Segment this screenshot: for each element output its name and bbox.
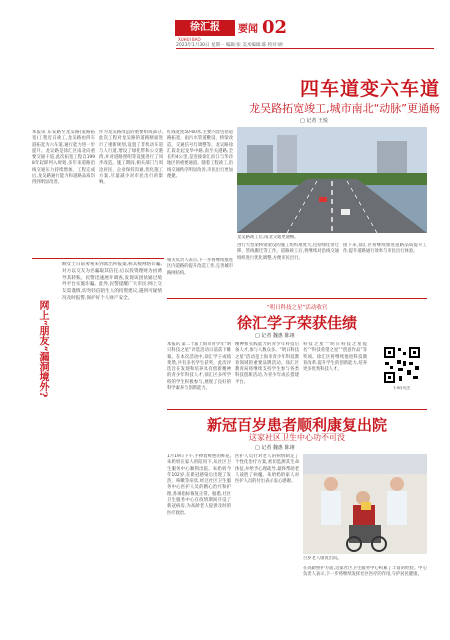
story2-column-1: 本报讯 第二十届上海市青少年“明日科技之星”评选活动日前落下帷幕。在本次活动中,徐汇学子成绩斐然,共有多名学生获奖。此次评选旨在发现和培养具有创新精神的青少年科技人才,徐汇区多所学校的学生积极参与,展现了良好的科学素养与创新能力。	[167, 342, 231, 392]
story3-column-1: 1月19日下午,手捧着鲜艳的鲜花,朱奶奶在家人的陪同下,从社区卫生服务中心顺利出院。朱奶奶今年102岁,在新冠感染后出现了发热、咳嗽等症状,经过社区卫生服务中心医护人员的精心治疗和护理,各项指标恢复正常。据悉,社区卫生服务中心在疫情期间开设了新冠病房,为高龄老人提供及时的医疗救治。	[167, 454, 231, 516]
masthead-brand-sub: XUHUI BAO	[178, 37, 201, 42]
lead-column-3: 红线宽度50-60米,主要内容包括道路拓宽、雨污水管道敷设、桥梁改造、交通信号灯调整等。龙吴路徐汇段北起龙华中路,南至关港路,全长约4公里,是连接徐汇滨江与华泾地区的重要通道。随着工程竣工,沿线交通秩序明显改善,市民出行更加便捷。	[167, 130, 233, 180]
side-top-rule	[32, 258, 164, 259]
story3-title: 新冠百岁患者顺利康复出院	[206, 416, 387, 434]
patient-photo-illustration	[303, 454, 427, 554]
section-tag: 要闻	[238, 24, 258, 35]
story2-kicker: “明日科技之星”活动收官	[266, 305, 328, 311]
lead-column-4: 相关负责人表示,下一步将继续推进区内道路的提升改造工作,完善城市路网结构。	[167, 258, 233, 276]
lead-column-6: 接下来,徐汇区将继续推进道路品质提升工作,提升道路通行效率与市民出行体验。	[343, 243, 427, 255]
story3-top-rule	[167, 409, 427, 410]
lead-column-2: 作为龙吴路改造的重要组成部分,此次工程对龙吴路的道路断面进行了重新规划,设置了非机动车道与人行道,增设了绿化带和公交港湾,并对道路照明等设施进行了同步改造。施工期间,相关部门与周边居民、企业保持沟通,优化施工方案,尽量减少对市民出行的影响。	[99, 130, 163, 186]
story3-photo-caption: 百岁老人康复出院。	[303, 556, 342, 561]
qr-code-icon	[383, 346, 421, 384]
masthead-rule	[176, 48, 434, 49]
side-column: 顾女士日前匆匆来到派出所报案,称其被网络诈骗,对方以交友为名骗取其信任,后以投资理财为由诱导其转账。民警迅速展开调查,发现该团伙通过境外平台实施诈骗。此外,民警提醒广大市民:网上交友需谨慎,切勿轻信陌生人的投资建议,遇到可疑情况及时报警,保护好个人财产安全。	[62, 262, 162, 301]
story3-column-2: 医护人员针对老人的病情制定了个性化治疗方案,密切监测其生命体征,并给予心理疏导,最终帮助老人战胜了病魔。朱奶奶的家人对医护人员的付出表示衷心感谢。	[235, 454, 299, 485]
story2-column-3: 科技之星”“明日科技之星提名”“科技希望之星”“创意作品”等奖项。徐汇区将继续推进科技教育改革,提升学生的创新能力,培养更多优秀科技人才。	[303, 342, 367, 373]
story2-byline: □ 记者 魏惠 陈翊	[255, 333, 295, 339]
story3-subtitle: 这家社区卫生中心功不可没	[249, 433, 345, 442]
story2-column-2: 精神和实践能力的青少年科技后备人才,参与人数众多。“明日科技之星”活动是上海市青少年科技教育领域的重要品牌活动。徐汇区教育局将继续支持学生参与各类科技创新活动,为青少年成长搭建平台。	[235, 342, 299, 385]
lead-byline: □ 记者 王悦	[300, 118, 328, 124]
story3-column-3: 在高龄照护方面,这家社区卫生服务中心积累了丰富的经验。中心负责人表示,下一步将继续发挥社区医疗的作用,守护居民健康。	[303, 566, 427, 578]
lead-photo	[237, 127, 427, 233]
story2-title: 徐汇学子荣获佳绩	[236, 314, 357, 332]
lead-subtitle: 龙吴路拓宽竣工,城市南北“动脉”更通畅	[249, 102, 440, 115]
story3-photo	[303, 454, 427, 554]
side-title: 网上“朋友”漏洞境外?	[37, 300, 48, 398]
story3-byline: □ 记者 魏惠 陈翊	[255, 445, 295, 451]
qr-caption: 扫码关注	[393, 386, 411, 391]
page-number: 02	[262, 17, 288, 38]
date-line: 2023年1月30日 星期一 编辑:张 美术编辑:陈 校对:顾	[176, 43, 283, 48]
masthead-brand: 徐汇报	[175, 20, 235, 36]
story2-qr-code[interactable]	[383, 346, 421, 384]
story2-top-rule	[167, 298, 427, 299]
road-photo-illustration	[237, 127, 427, 233]
lead-column-1: 本报讯 东安路至龙吴路(道路拓宽)工程近日竣工,龙吴路由四车道拓宽为六车道,通行能力进一步提升。龙吴路是徐汇区南北向重要交通干道,此次拓宽工程自1998年起即列入规划,多年来道路沿线交通压力持续增加。工程完成后,龙吴路通行能力和道路品质均得到明显改善。	[32, 130, 95, 186]
lead-photo-caption: 龙吴路竣工后,南北交通更通畅。	[237, 235, 299, 240]
lead-title: 四车道变六车道	[299, 78, 440, 100]
lead-column-5: 进行大型架桥梁架设的施工组织难度大,包括绿化带迁移、管线搬迁等工作。道路竣工后,将继续对沿线交通组织进行优化调整,方便市民出行。	[237, 243, 339, 261]
